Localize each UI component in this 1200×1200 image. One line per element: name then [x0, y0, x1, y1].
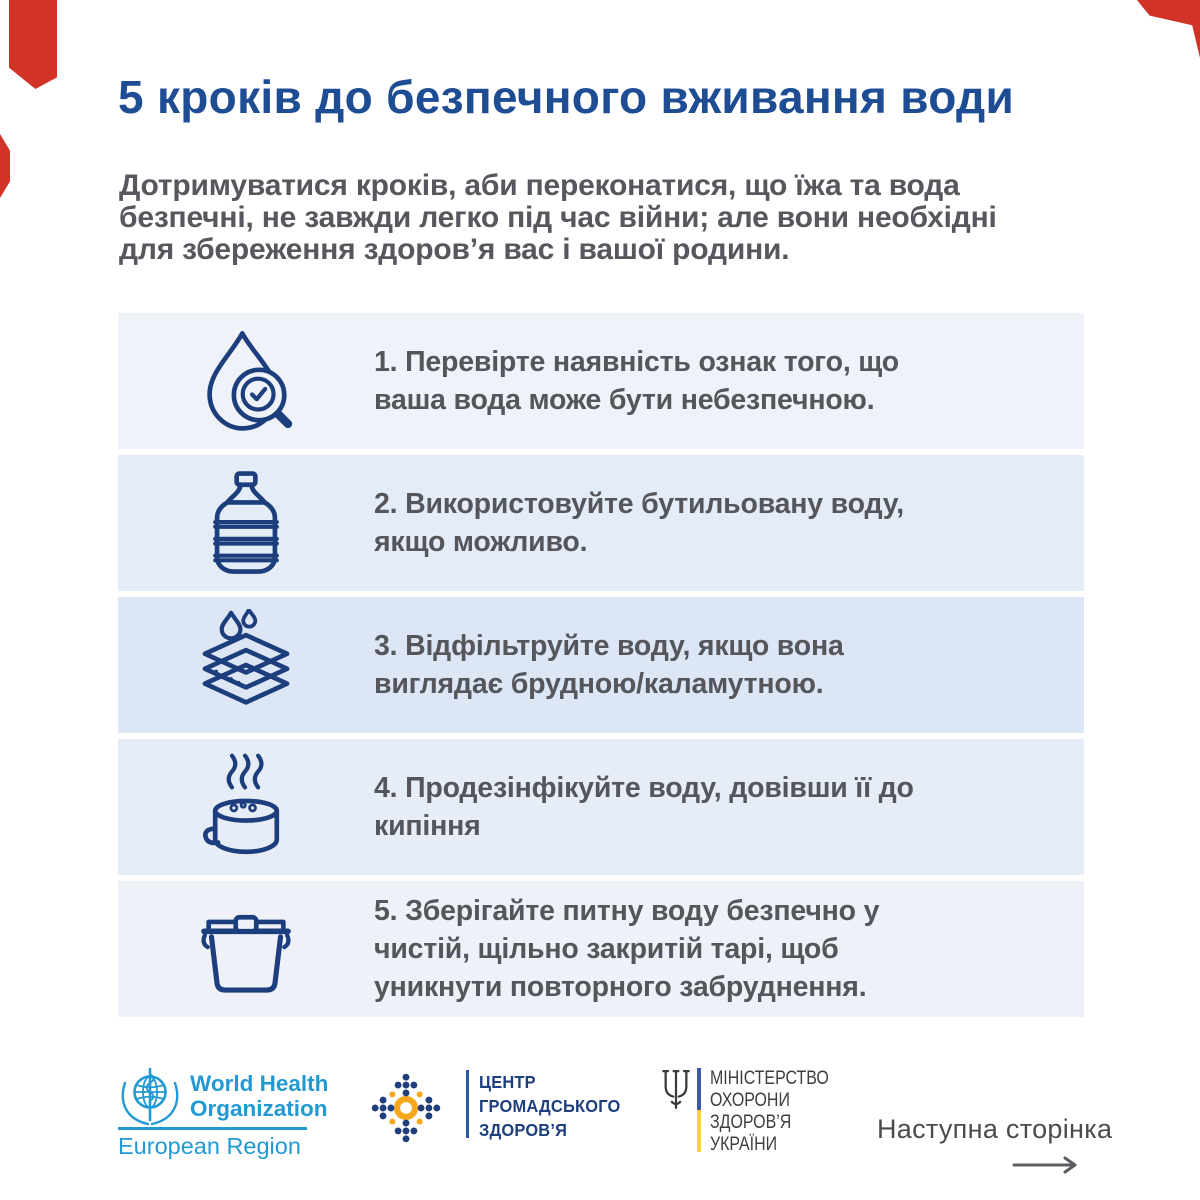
intro-text	[119, 170, 997, 266]
moh-name-line: МІНІСТЕРСТВО	[710, 1068, 829, 1089]
moh-flag-bar-blue	[697, 1068, 701, 1110]
phc-logo-divider	[466, 1070, 469, 1138]
step-text-line: 1. Перевірте наявність ознак того, що	[374, 346, 899, 378]
who-name-line: World Health	[190, 1071, 329, 1096]
phc-name-line: ЦЕНТР	[479, 1072, 536, 1092]
step-text-line: 3. Відфільтруйте воду, якщо вона	[374, 630, 844, 662]
step-text-line: 2. Використовуйте бутильовану воду,	[374, 488, 904, 520]
step-text-line: чистій, щільно закритій тарі, щоб	[374, 933, 839, 965]
step-text	[374, 769, 914, 845]
bottled-water-jug-icon	[190, 467, 302, 579]
red-edge-accent-left	[0, 134, 10, 198]
moh-name-line: ОХОРОНИ	[710, 1090, 790, 1111]
boiling-pot-icon	[190, 751, 302, 863]
step-text-line: ваша вода може бути небезпечною.	[374, 384, 875, 416]
step-text-line: 5. Зберігайте питну воду безпечно у	[374, 895, 880, 927]
intro-line: Дотримуватися кроків, аби переконатися, що їжа та вода	[119, 169, 960, 202]
step-row-2	[118, 455, 1084, 591]
step-text	[374, 892, 879, 1006]
step-row-5	[118, 881, 1084, 1017]
ukraine-trident-icon	[660, 1068, 692, 1112]
who-region-label: European Region	[118, 1133, 301, 1159]
step-text-line: якщо можливо.	[374, 526, 588, 558]
next-page-label[interactable]: Наступна сторінка	[877, 1114, 1113, 1144]
step-row-3	[118, 597, 1084, 733]
next-page-arrow-icon[interactable]	[1012, 1156, 1084, 1174]
step-icon-box	[118, 751, 374, 863]
filter-layers-icon	[190, 609, 302, 721]
page-title: 5 кроків до безпечного вживання води	[118, 71, 1015, 123]
step-row-4	[118, 739, 1084, 875]
step-text-line: 4. Продезінфікуйте воду, довівши її до	[374, 772, 914, 804]
step-text-line: кипіння	[374, 810, 481, 842]
water-drop-magnifier-icon	[190, 325, 302, 437]
red-edge-accent-top-left	[9, 0, 57, 89]
red-edge-accent-right	[1191, 0, 1200, 58]
step-icon-box	[118, 325, 374, 437]
moh-logo-name	[710, 1068, 829, 1156]
who-name-line: Organization	[190, 1096, 328, 1121]
step-text	[374, 627, 844, 703]
step-icon-box	[118, 609, 374, 721]
who-emblem-icon	[118, 1067, 182, 1131]
intro-line: безпечні, не завжди легко під час війни; але вони необхідні	[119, 201, 997, 234]
step-icon-box	[118, 467, 374, 579]
step-icon-box	[118, 893, 374, 1005]
phc-logo-name	[479, 1070, 620, 1142]
red-edge-accent-top-right	[1137, 0, 1200, 27]
public-health-center-emblem-icon	[363, 1065, 449, 1151]
step-text	[374, 485, 904, 561]
steps-list	[118, 313, 1084, 1023]
step-row-1	[118, 313, 1084, 449]
sealed-container-icon	[190, 893, 302, 1005]
phc-name-line: ГРОМАДСЬКОГО	[479, 1096, 621, 1116]
moh-name-line: ЗДОРОВ’Я	[710, 1112, 792, 1133]
who-logo-name	[190, 1071, 328, 1121]
step-text-line: уникнути повторного забруднення.	[374, 971, 867, 1003]
who-logo-divider	[118, 1127, 307, 1130]
moh-name-line: УКРАЇНИ	[710, 1134, 778, 1155]
phc-name-line: ЗДОРОВ’Я	[479, 1120, 568, 1140]
moh-flag-bar-yellow	[697, 1110, 701, 1152]
step-text	[374, 343, 899, 419]
step-text-line: виглядає брудною/каламутною.	[374, 668, 824, 700]
intro-line: для збереження здоров’я вас і вашої родини.	[119, 233, 790, 266]
